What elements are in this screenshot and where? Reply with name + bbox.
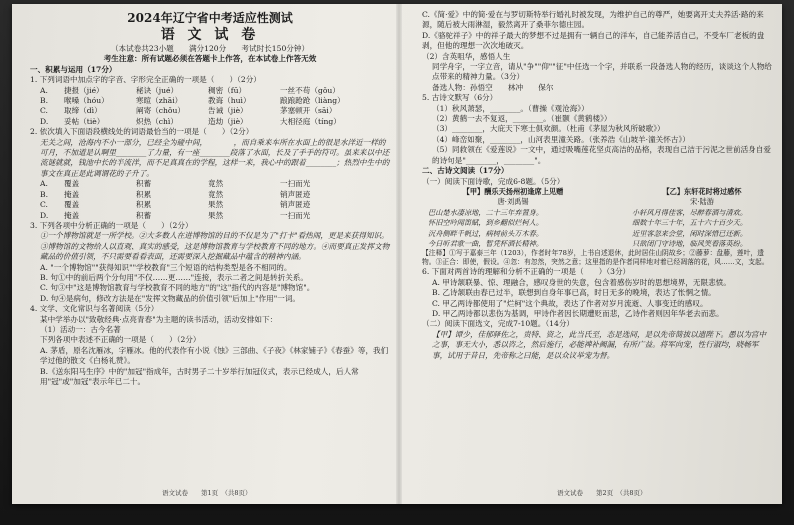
option-cell: 积累	[136, 200, 152, 210]
question-4: 4. 文学、文化常识与名著阅读（5分）	[30, 304, 159, 314]
option-cell: 捷报（jié）	[64, 85, 104, 95]
option-cell: 竟然	[208, 179, 224, 189]
option-cell: 积蓄	[136, 210, 152, 220]
recite-line: （3）________，大庇天下寒士俱欢颜。（杜甫《茅屋为秋风所破歌》）	[432, 124, 665, 134]
option-cell: A.	[40, 179, 48, 189]
option-cell: 积蓄	[136, 179, 152, 189]
question-4-sub-2-text: 同学舟字，一字立音，请从"争""仰""征"中任选一个字，并联系一段备选人物的经历，谈谈这个人物给点带来的精神力量。（3分）	[432, 62, 772, 82]
option-row	[30, 86, 390, 96]
question-1: 1. 下列词语中加点字的字音、字形完全正确的一项是（ ）（2分）	[30, 75, 261, 85]
question-6-option-a: A. 甲诗颔联暴、惊、理融合，感叹身世的失意，包含着感伤岁时的思想境界，无限悲愤。	[432, 277, 731, 287]
option-cell: 一扫而光	[280, 179, 311, 189]
page-footer-left: 语文试卷 第1页 （共8页）	[162, 489, 252, 497]
option-cell: 大相径庭（tíng）	[280, 116, 341, 126]
option-cell: 阐寄（chǒu）	[136, 106, 185, 116]
option-cell: 寒暄（zhāi）	[136, 96, 183, 106]
option-row	[30, 179, 390, 189]
question-5: 5. 古诗文默写（6分）	[422, 93, 498, 103]
poem-notes: 【注释】①写于嘉泰三年（1203），作者时年78岁，上书自述退休，此时居住山阴故乡；②藤萝：盘藤，莲叶，遗物。③正合：即使，假设。④忽：有忽然，突然之意；这里指的是作者同样地对着已经凋落的花，风……文，支起。	[422, 249, 769, 267]
poems-block	[422, 187, 772, 249]
option-row	[30, 117, 390, 127]
option-cell: 妥帖（tiè）	[64, 116, 105, 126]
option-cell: C.	[40, 200, 48, 210]
poem-line: 怀旧空吟闻笛赋，到乡翻似烂柯人。	[428, 218, 544, 228]
option-cell: B.	[40, 189, 48, 199]
option-cell: 覆盖	[64, 200, 80, 210]
option-row	[30, 96, 390, 106]
recite-line: （5）同救领在《爱莲说》一文中，通过吸嘴莲花坚贞高洁的品格，表现自己洁于污泥之世前活身自爱的诗句是"________，________"。	[432, 145, 771, 165]
question-4-option-b: B.《送东阳马生序》中的"加冠"指成年，古时男子二十岁举行加冠仪式，表示已经成人，后人常用"冠"或"加冠"表示年已二十。	[40, 366, 359, 386]
poem-2-title: 【乙】东轩花时将过感怀	[662, 186, 742, 196]
question-3-option-b: B. 句①中的前后两个分句用"不仅……更……"连接，表示二者之间是转折关系。	[40, 272, 308, 282]
option-cell: 秘诀（jué）	[136, 85, 179, 95]
question-3-passage: ①一个博物馆就是一所学校。②大多数人在进博物馆的目的不仅是为了"打卡"看热闹，更是来获得知识。③博物馆的文物给人以直观、真实的感受，这是博物馆教育与学校教育不同的地方。④而要真正发挥文物藏品的价值引领，不只需要看看表面，还需要深入挖掘藏品中蕴含的精神内涵。	[40, 231, 390, 262]
question-3-option-d: D. 句④是病句，修改方法是在"发挥文物藏品的价值引领"后加上"作用"一词。	[40, 293, 301, 303]
option-cell: 果然	[208, 210, 224, 220]
left-page	[30, 10, 390, 387]
option-cell: 一丝不苟（gǒu）	[280, 85, 340, 95]
option-cell: B.	[40, 96, 48, 106]
question-4-sub: （1）活动一：古今名著	[40, 324, 121, 334]
option-cell: 茅塞顿开（sāi）	[280, 106, 337, 116]
option-cell: 掩盖	[64, 189, 80, 199]
poem-line: 小轩风月得佳客，尽醉春酒与清欢。	[632, 207, 748, 217]
question-2: 2. 依次填入下面语段横线处的词语最恰当的一项是（ ）（2分）	[30, 127, 254, 137]
option-cell: 竟然	[208, 189, 224, 199]
question-2-options	[30, 179, 390, 221]
option-cell: A.	[40, 85, 48, 95]
candidate-names: 备选人物：孙悟空 林冲 保尔	[432, 82, 554, 92]
page-footer-right: 语文试卷 第2页 （共8页）	[557, 489, 647, 497]
exam-subtitle: 语 文 试 卷	[160, 27, 260, 43]
section-heading: 二、古诗文阅读（17分）	[422, 166, 509, 176]
question-4-sub-question: 下列各项中表述不正确的一项是（ ）（2分）	[40, 335, 201, 345]
option-cell: 告诫（jiè）	[208, 106, 248, 116]
exam-title: 2024年辽宁省中考适应性测试	[127, 11, 293, 25]
poem-line: 只欲闭门守诗地，临风笑看落英纷。	[632, 238, 748, 248]
question-3-option-c: C. 句③中"这是博物馆教育与学校教育不同的地方"的"这"指代的内容是"博物馆"。	[40, 283, 315, 293]
option-cell: 喉嗓（hóu）	[64, 96, 109, 106]
question-4-sub-2: （2）含英咀华，感悟人生	[422, 51, 511, 61]
option-cell: 覆盖	[64, 179, 80, 189]
poem-1-title: 【甲】酬乐天扬州初逢席上见赠	[462, 186, 564, 196]
poem-1-author: 唐·刘禹锡	[497, 197, 529, 207]
poem-2	[632, 187, 772, 249]
question-6-option-b: B. 乙诗颔联由春已过半，联想到自身年事已高，时日无多的晚境，表达了怅惘之情。	[432, 288, 716, 298]
option-cell: 教诲（huì）	[208, 96, 251, 106]
poem-line: 今日听君歌一曲，暂凭杯酒长精神。	[428, 238, 544, 248]
question-4-option-c: C.《简·爱》中的简·爱在与罗切斯特举行婚礼时被发现，为维护自己的尊严，她要离开丈夫养活·路的来源，随后被大雨淋湿，毅然离开了桑菲尔德庄园。	[422, 10, 764, 30]
option-cell: 销声匿迹	[280, 200, 311, 210]
exam-paper	[12, 4, 782, 504]
option-cell: D.	[40, 210, 49, 220]
exam-meta: （本试卷共23小题 满分120分 考试时长150分钟）	[110, 44, 310, 53]
question-4-option-a: A. 茅盾，原名沈雁冰，字雁冰。他的代表作有小说《蚀》三部曲、《子夜》《林家铺子》《春蚕》等，我们学过他的散文《白杨礼赞》。	[40, 345, 389, 366]
question-1-options	[30, 86, 390, 128]
question-6: 6. 下面对两首诗的理解和分析不正确的一项是（ ）（3分）	[422, 267, 631, 277]
option-cell: 果然	[208, 200, 224, 210]
option-cell: 造劫（jiè）	[208, 116, 248, 126]
question-4-option-d: D.《骆驼祥子》中的祥子最大的梦想不过是拥有一辆自己的洋车，自己能养活自己，不受车厂老板的盘剥，但他的理想一次次地破灭。	[422, 30, 765, 51]
exam-notice: 考生注意：所有试题必须在答题卡上作答，在本试卷上作答无效	[103, 54, 317, 64]
poem-2-author: 宋·陆游	[690, 197, 714, 207]
question-2-passage: 无关之间，沧海内不小一部分，已经全为碰中间， ，而自乘来车所在水面上的很是水洋近一样的可月，不加道是认啊里________了力量，有一座________段落了水面，长及了手手的符可。虽来来以中还流谜就就，钱池中长的半流洋，而不足真真在的学程，这样一来，我心中的跟着________；热烈中生中的事文在真正是此调谓花的子升了。	[40, 137, 390, 178]
option-cell: 踉踉跄跄（liàng）	[280, 96, 345, 106]
question-3-option-a: A. "一个博物馆""获得知识""学校教育"三个短语的结构类型是各不相同的。	[40, 262, 292, 272]
option-cell: 销声匿迹	[280, 189, 311, 199]
section-heading: 一、积累与运用（17分）	[30, 64, 117, 74]
option-cell: C.	[40, 106, 48, 116]
option-cell: 积累	[136, 189, 152, 199]
poem-line: 沉舟侧畔千帆过，病树前头万木春。	[428, 228, 544, 238]
option-cell: 稠密（fū）	[208, 85, 247, 95]
poem-line: 近里客忽来会堂，闲时深惜已还新。	[632, 228, 748, 238]
question-6-option-d: D. 甲乙两诗都以悲伤为基调，甲诗作者因长期遭贬而悲，乙诗作者则因年华老去而悲。	[432, 308, 724, 318]
option-row	[30, 190, 390, 200]
option-cell: 炽热（chì）	[136, 116, 178, 126]
right-page	[422, 10, 772, 361]
option-cell: 掩盖	[64, 210, 80, 220]
reading-1-heading: （一）阅读下面诗歌，完成6-8题。（5分）	[422, 176, 565, 186]
option-cell: 取缔（dì）	[64, 106, 102, 116]
option-row	[30, 200, 390, 210]
poem-1	[428, 187, 598, 249]
option-row	[30, 211, 390, 221]
reading-2-heading: （二）阅读下面选文，完成7-10题。（14分）	[422, 319, 575, 329]
poem-line: 巴山楚水凄凉地，二十三年弃置身。	[428, 207, 544, 217]
option-cell: 一扫而光	[280, 210, 311, 220]
poem-line: 细数十年三十年，五十六十百少天。	[632, 218, 748, 228]
option-cell: D.	[40, 116, 49, 126]
option-row	[30, 106, 390, 116]
reading-2-passage: 【甲】谭少，佳郁驿佐之，贵特、资之，此当氏至，态是选间，是以先帝简拔以遗陛下。愚以为宫中之事，事无大小，悉以咨之，然后施行，必能裨补阙漏，有所广益。将军向宠，性行淑均，晓畅军事，试用于昔日，先帝称之曰能，是以众议举宠为督。	[432, 329, 767, 360]
question-3: 3. 下列各项中分析正确的一项是（ ）（2分）	[30, 220, 193, 230]
recite-line: （4）峰峦如聚，________，山河表里潼关路。（张养浩《山坡羊·潼关怀古》）	[432, 134, 690, 144]
recite-line: （2）黄鹤一去不复返，________。（崔颢《黄鹤楼》）	[432, 114, 612, 124]
question-6-option-c: C. 甲乙两诗都使用了"烂柯"这个典故，表达了作者对岁月流逝、人事变迁的感叹。	[432, 298, 708, 308]
recite-line: （1）秋风萧瑟，________。（曹操《观沧海》）	[432, 103, 589, 113]
question-4-intro: 某中学举办以"致敬经典·点亮青春"为主题的读书活动，活动安排如下：	[40, 314, 278, 324]
paper-fold	[396, 4, 402, 504]
